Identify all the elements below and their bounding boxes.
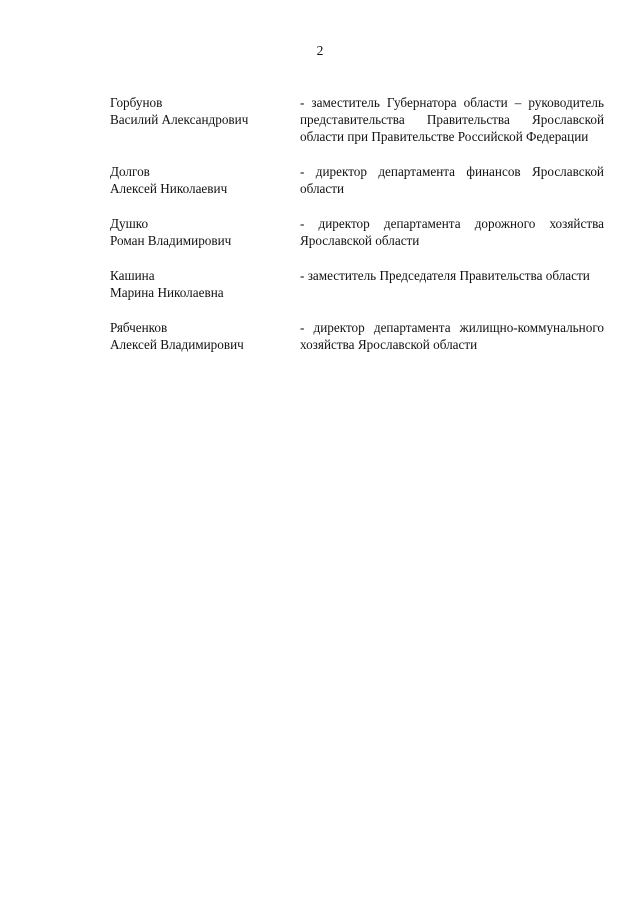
member-entry [110,94,604,145]
member-surname: Кашина [110,268,155,283]
member-name [110,94,300,145]
member-role: - заместитель Губернатора области – руководитель представительства Правительства Ярославской области при Правительстве Российской Федерации [300,95,604,144]
member-name [110,267,300,301]
member-given-names: Марина Николаевна [110,285,224,300]
member-name [110,319,300,353]
member-entry [110,267,604,301]
member-surname: Горбунов [110,95,163,110]
member-given-names: Василий Александрович [110,112,249,127]
member-role: - заместитель Председателя Правительства области [300,268,590,283]
member-given-names: Роман Владимирович [110,233,232,248]
member-entry [110,215,604,249]
page-number: 2 [316,43,324,58]
member-surname: Душко [110,216,149,231]
member-list [110,94,604,371]
member-surname: Долгов [110,164,150,179]
member-entry [110,163,604,197]
member-entry [110,319,604,353]
member-role: - директор департамента дорожного хозяйства Ярославской области [300,216,604,248]
member-name [110,163,300,197]
member-given-names: Алексей Владимирович [110,337,244,352]
member-surname: Рябченков [110,320,168,335]
member-name [110,215,300,249]
member-given-names: Алексей Николаевич [110,181,228,196]
member-role: - директор департамента финансов Ярославской области [300,164,604,196]
member-role: - директор департамента жилищно-коммунального хозяйства Ярославской области [300,320,604,352]
